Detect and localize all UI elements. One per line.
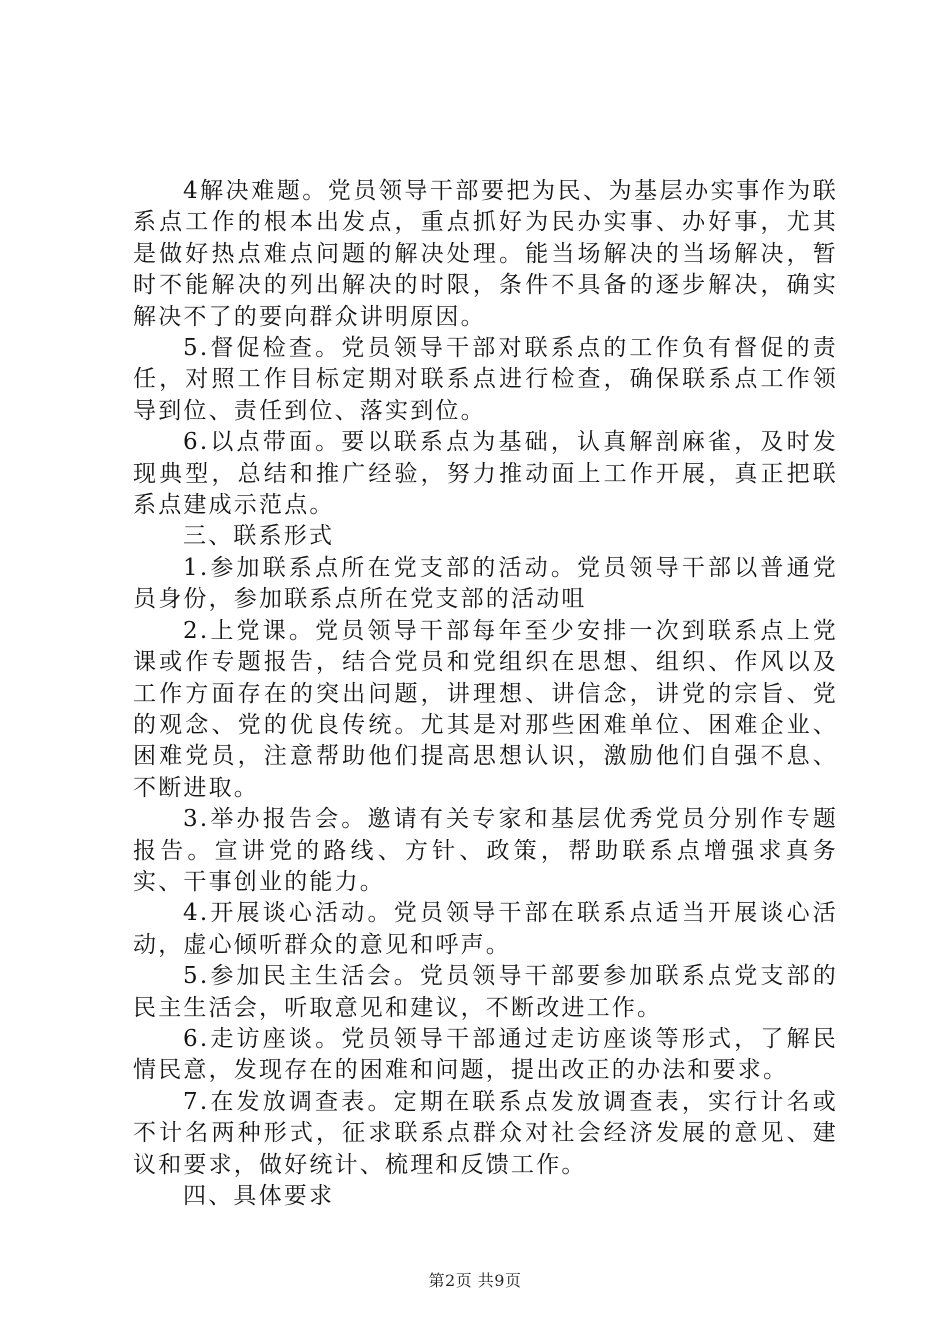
paragraph-branch-activities: 1.参加联系点所在党支部的活动。党员领导干部以普通党员身份，参加联系点所在党支部的活动咀 [133, 554, 838, 613]
paragraph-heart-to-heart: 4.开展谈心活动。党员领导干部在联系点适当开展谈心活动，虚心倾听群众的意见和呼声。 [133, 900, 838, 958]
section-heading-contact-forms: 三、联系形式 [183, 523, 335, 550]
paragraph-visits-discussions: 6.走访座谈。党员领导干部通过走访座谈等形式，了解民情民意，发现存在的困难和问题，提出改正的办法和要求。 [133, 1025, 838, 1084]
paragraph-point-to-area: 6.以点带面。要以联系点为基础，认真解剖麻雀，及时发现典型，总结和推广经验，努力推动面上工作开展，真正把联系点建成示范点。 [133, 429, 838, 519]
section-heading-requirements: 四、具体要求 [183, 1183, 335, 1209]
document-body [133, 176, 838, 1212]
paragraph-report-meeting: 3.举办报告会。邀请有关专家和基层优秀党员分别作专题报告。宣讲党的路线、方针、政策，帮助联系点增强求真务实、干事创业的能力。 [133, 806, 838, 895]
paragraph-party-lecture: 2.上党课。党员领导干部每年至少安排一次到联系点上党课或作专题报告，结合党员和党组织在思想、组织、作风以及工作方面存在的突出问题，讲理想、讲信念，讲党的宗旨、党的观念、党的优良传统。尤其是对那些困难单位、困难企业、困难党员，注意帮助他们提高思想认识，激励他们自强不息、不断进取。 [133, 617, 838, 801]
page-number-footer: 第2页 共9页 [428, 1271, 522, 1290]
paragraph-survey-forms: 7.在发放调查表。定期在联系点发放调查表，实行计名或不计名两种形式，征求联系点群众对社会经济发展的意见、建议和要求，做好统计、梳理和反馈工作。 [133, 1088, 838, 1178]
paragraph-solve-problems: 4解决难题。党员领导干部要把为民、为基层办实事作为联系点工作的根本出发点，重点抓好为民办实事、办好事，尤其是做好热点难点问题的解决处理。能当场解决的当场解决，暂时不能解决的列出解决的时限，条件不具备的逐步解决，确实解决不了的要向群众讲明原因。 [133, 178, 838, 330]
paragraph-democratic-meeting: 5.参加民主生活会。党员领导干部要参加联系点党支部的民主生活会，听取意见和建议，不断改进工作。 [133, 963, 838, 1021]
paragraph-supervise-inspect: 5.督促检查。党员领导干部对联系点的工作负有督促的责任，对照工作目标定期对联系点进行检查，确保联系点工作领导到位、责任到位、落实到位。 [133, 335, 838, 424]
